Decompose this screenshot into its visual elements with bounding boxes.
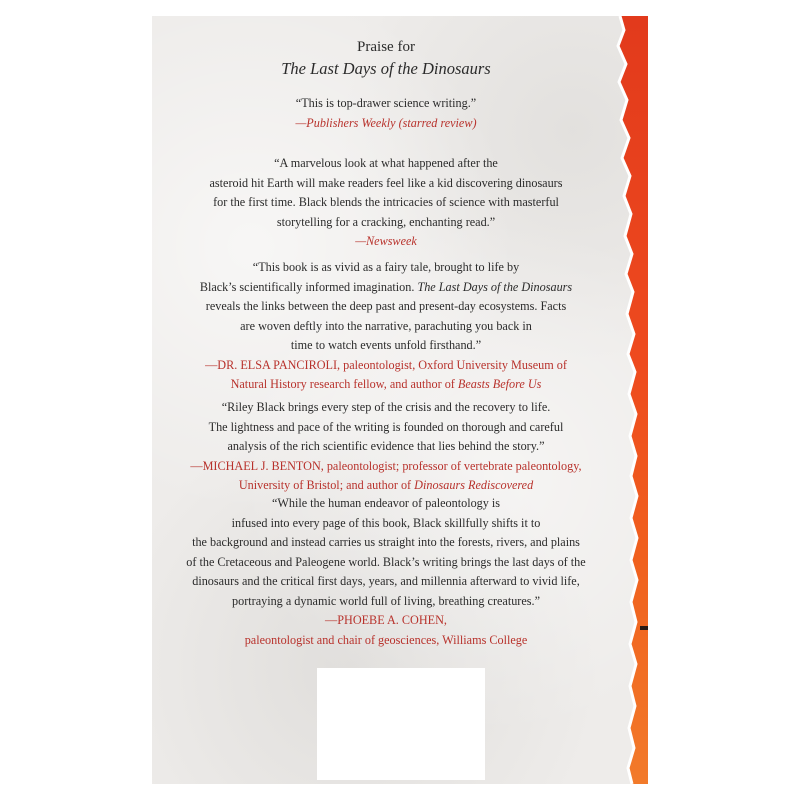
quote-newsweek: [152, 154, 620, 252]
book-title: The Last Days of the Dinosaurs: [281, 59, 491, 78]
quote-text-line: “While the human endeavor of paleontology is: [271, 496, 501, 510]
barcode-placeholder: [317, 668, 485, 780]
quote-text-line: Black’s scientifically informed imagination. The Last Days of the Dinosaurs: [199, 279, 573, 294]
quote-benton: [152, 398, 620, 496]
quote-publishers-weekly: [152, 94, 620, 133]
quote-text-line: time to watch events unfold firsthand.”: [290, 338, 482, 352]
quote-text-line: asteroid hit Earth will make readers feel like a kid discovering dinosaurs: [209, 175, 563, 190]
quote-text-line: The lightness and pace of the writing is founded on thorough and careful: [208, 419, 564, 434]
quote-text-line: reveals the links between the deep past and present-day ecosystems. Facts: [205, 299, 567, 313]
quote-text-line: the background and instead carries us straight into the forests, rivers, and plains: [192, 535, 580, 549]
quote-text-line: storytelling for a cracking, enchanting read.”: [276, 214, 496, 229]
quote-attribution: —MICHAEL J. BENTON, paleontologist; professor of vertebrate paleontology,: [190, 458, 582, 473]
quote-panciroli: [152, 258, 620, 395]
quote-text-line: for the first time. Black blends the intricacies of science with masterful: [213, 195, 559, 209]
quote-cohen: [152, 494, 620, 650]
quote-text-line: infused into every page of this book, Black skillfully shifts it to: [231, 515, 541, 530]
quote-text-line: “This book is as vivid as a fairy tale, brought to life by: [252, 260, 520, 274]
quote-attribution: —DR. ELSA PANCIROLI, paleontologist, Oxford University Museum of: [205, 357, 567, 372]
quote-text-line: “This is top-drawer science writing.”: [295, 96, 477, 110]
quote-attribution: —Newsweek: [355, 234, 417, 248]
quote-text-line: of the Cretaceous and Paleogene world. Black’s writing brings the last days of the: [186, 554, 586, 569]
quote-text-line: “A marvelous look at what happened after the: [274, 156, 498, 170]
quote-text-line: “Riley Black brings every step of the crisis and the recovery to life.: [221, 400, 551, 414]
praise-heading: [152, 36, 620, 80]
quote-text-line: are woven deftly into the narrative, parachuting you back in: [240, 318, 532, 333]
quote-text-line: portraying a dynamic world full of living, breathing creatures.”: [232, 593, 540, 608]
quote-text-line: dinosaurs and the critical first days, years, and millennia afterward to vivid life,: [192, 574, 580, 588]
praise-for-label: Praise for: [357, 39, 415, 55]
quote-attribution: —PHOEBE A. COHEN,: [325, 613, 447, 627]
quote-attribution: University of Bristol; and author of Dinosaurs Rediscovered: [238, 478, 534, 492]
quote-text-line: analysis of the rich scientific evidence that lies behind the story.”: [227, 439, 545, 453]
quote-attribution: Natural History research fellow, and author of Beasts Before Us: [230, 377, 542, 391]
quote-attribution: —Publishers Weekly (starred review): [295, 115, 477, 130]
quote-attribution: paleontologist and chair of geosciences, Williams College: [244, 632, 528, 647]
